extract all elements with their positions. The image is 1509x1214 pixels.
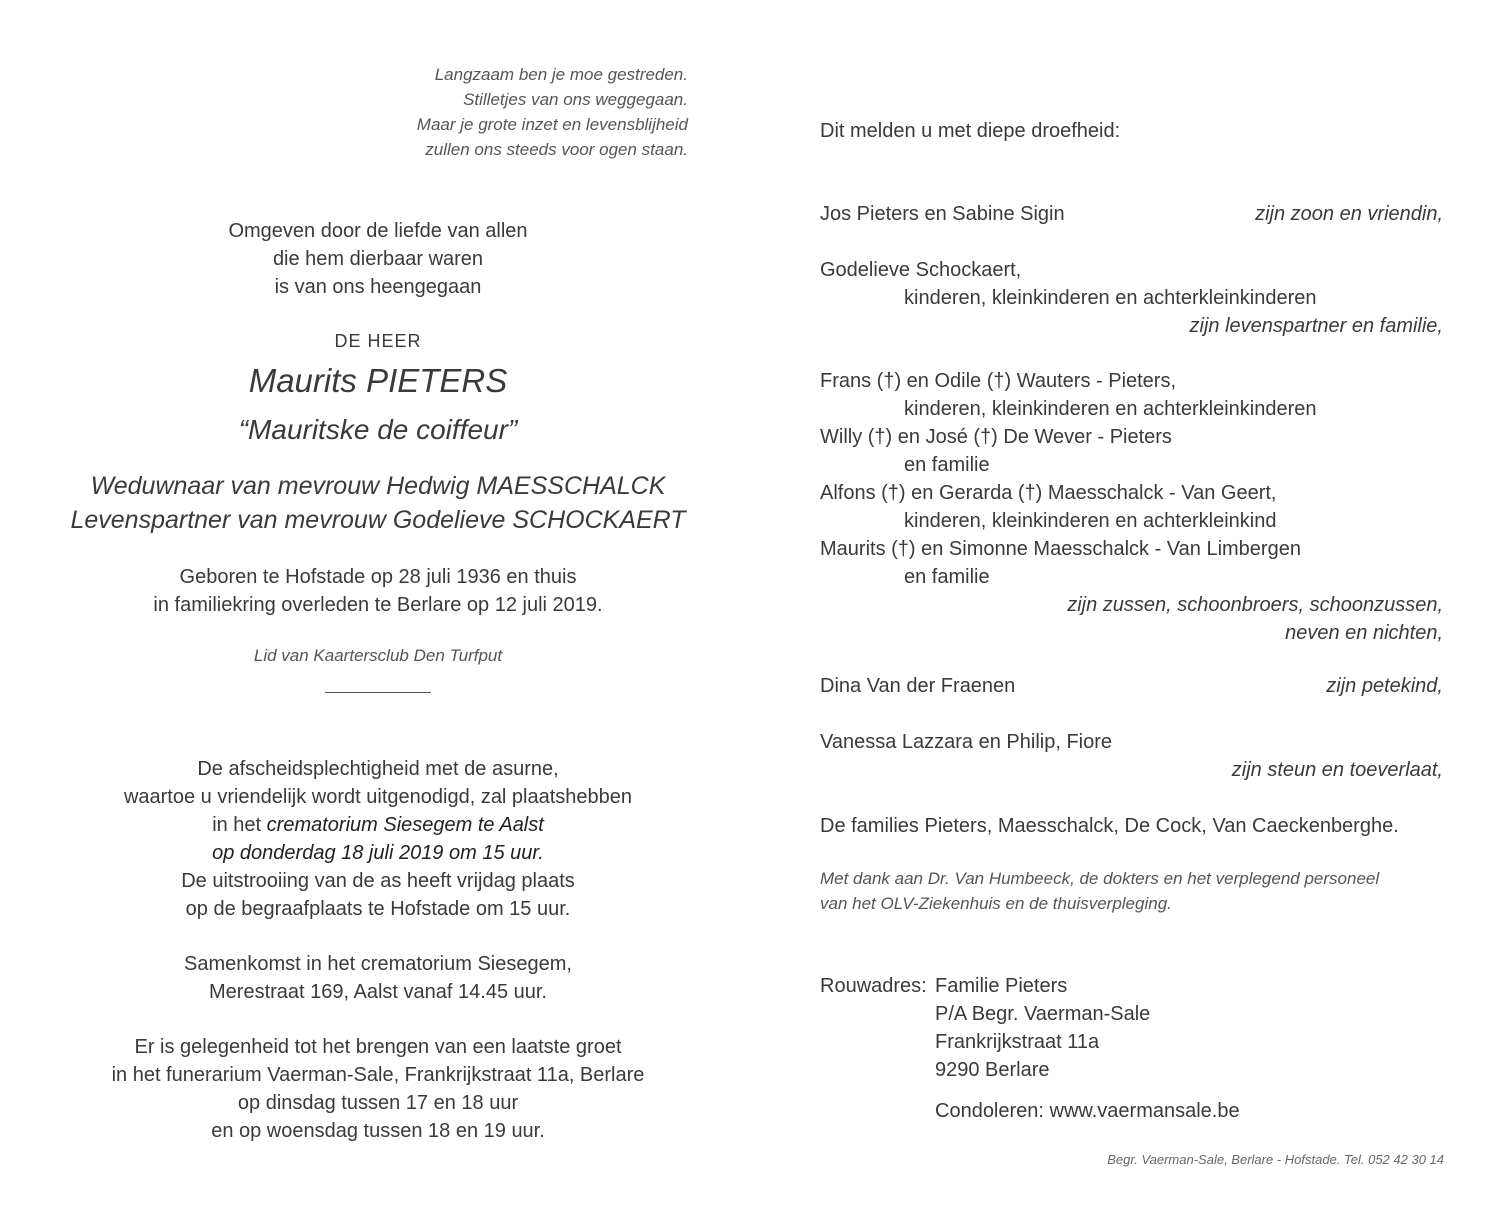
poem (417, 62, 688, 162)
gathering-info (0, 950, 756, 1006)
gathering-line: Merestraat 169, Aalst vanaf 14.45 uur. (209, 981, 547, 1003)
visit-line: op dinsdag tussen 17 en 18 uur (237, 1092, 519, 1114)
ceremony-line: waartoe u vriendelijk wordt uitgenodigd, zal plaatshebben (123, 786, 633, 808)
family-name: Maurits (†) en Simonne Maesschalck - Van Limbergen (820, 538, 1301, 560)
title-prefix: DE HEER (334, 331, 422, 351)
poem-line: zullen ons steeds voor ogen staan. (425, 140, 688, 159)
thanks-note (820, 866, 1460, 916)
gathering-line: Samenkomst in het crematorium Siesegem, (184, 953, 572, 975)
family-sub: en familie (904, 454, 990, 476)
mourning-address (935, 972, 1150, 1084)
ceremony-line: op de begraafplaats te Hofstade om 15 uur. (185, 898, 571, 920)
intro-line: die hem dierbaar waren (272, 248, 484, 270)
family-name: Frans (†) en Odile (†) Wauters - Pieters, (820, 370, 1177, 392)
poem-line: Langzaam ben je moe gestreden. (434, 65, 688, 84)
family-sub: kinderen, kleinkinderen en achterkleinkinderen (904, 398, 1317, 420)
address-label: Rouwadres: (820, 975, 927, 997)
condolence-link[interactable]: Condoleren: www.vaermansale.be (935, 1100, 1240, 1122)
address-line: Frankrijkstraat 11a (935, 1031, 1100, 1053)
ceremony-line (0, 811, 756, 839)
family-entry-siblings (820, 367, 1443, 647)
ceremony-info (0, 755, 756, 923)
visit-line: in het funerarium Vaerman-Sale, Frankrijkstraat 11a, Berlare (111, 1064, 645, 1086)
divider (325, 692, 431, 693)
families-line: De families Pieters, Maesschalck, De Cock, Van Caeckenberghe. (820, 815, 1399, 837)
family-relation: neven en nichten, (1285, 622, 1443, 644)
poem-line: Stilletjes van ons weggegaan. (463, 90, 688, 109)
family-sub: kinderen, kleinkinderen en achterkleinkind (904, 510, 1277, 532)
family-relation: zijn steun en toeverlaat, (1231, 759, 1443, 781)
family-name: Vanessa Lazzara en Philip, Fiore (820, 731, 1113, 753)
ceremony-text: in het (212, 814, 267, 836)
born-line: in familiekring overleden te Berlare op 12 juli 2019. (153, 594, 603, 616)
family-name: Willy (†) en José (†) De Wever - Pieters (820, 426, 1172, 448)
ceremony-line: De uitstrooiing van de as heeft vrijdag plaats (181, 870, 575, 892)
family-entry-godchild (820, 672, 1443, 700)
announcement-intro: Dit melden u met diepe droefheid: (820, 120, 1121, 142)
intro-line: is van ons heengegaan (274, 276, 482, 298)
spouse-info (0, 469, 756, 537)
deceased-name: Maurits PIETERS (248, 362, 508, 399)
intro-line: Omgeven door de liefde van allen (228, 220, 528, 242)
family-entry-partner (820, 256, 1443, 340)
family-entry-support (820, 728, 1443, 784)
family-relation: zijn zoon en vriendin, (1255, 203, 1443, 225)
footer-credit: Begr. Vaerman-Sale, Berlare - Hofstade. Tel. 052 42 30 14 (1107, 1152, 1444, 1167)
family-relation: zijn petekind, (1326, 675, 1443, 697)
ceremony-location: crematorium Siesegem te Aalst (266, 814, 544, 836)
family-relation: zijn levenspartner en familie, (1189, 315, 1443, 337)
family-name: Alfons (†) en Gerarda (†) Maesschalck - Van Geert, (820, 482, 1277, 504)
family-name: Jos Pieters en Sabine Sigin (820, 203, 1065, 225)
family-sub: en familie (904, 566, 990, 588)
thanks-line: van het OLV-Ziekenhuis en de thuisverpleging. (820, 894, 1172, 913)
birth-death-info (0, 563, 756, 619)
address-line: P/A Begr. Vaerman-Sale (935, 1003, 1151, 1025)
ceremony-datetime: op donderdag 18 juli 2019 om 15 uur. (212, 842, 544, 864)
family-sub: kinderen, kleinkinderen en achterkleinkinderen (904, 287, 1317, 309)
family-relation: zijn zussen, schoonbroers, schoonzussen, (1067, 594, 1443, 616)
club-membership: Lid van Kaartersclub Den Turfput (253, 646, 503, 665)
thanks-line: Met dank aan Dr. Van Humbeeck, de dokters en het verplegend personeel (820, 869, 1380, 888)
family-name: Godelieve Schockaert, (820, 259, 1022, 281)
family-entry-son (820, 200, 1443, 228)
visit-line: en op woensdag tussen 18 en 19 uur. (211, 1120, 545, 1142)
ceremony-line: De afscheidsplechtigheid met de asurne, (197, 758, 559, 780)
spouse-line: Weduwnaar van mevrouw Hedwig MAESSCHALCK (90, 472, 666, 500)
intro-text (0, 217, 756, 301)
born-line: Geboren te Hofstade op 28 juli 1936 en thuis (179, 566, 577, 588)
visit-line: Er is gelegenheid tot het brengen van een laatste groet (134, 1036, 622, 1058)
nickname: “Mauritske de coiffeur” (238, 414, 518, 445)
address-line: Familie Pieters (935, 975, 1068, 997)
spouse-line: Levenspartner van mevrouw Godelieve SCHOCKAERT (70, 506, 686, 534)
visitation-info (0, 1033, 756, 1145)
poem-line: Maar je grote inzet en levensblijheid (416, 115, 688, 134)
address-line: 9290 Berlare (935, 1059, 1050, 1081)
family-name: Dina Van der Fraenen (820, 675, 1016, 697)
right-page (760, 0, 1509, 1214)
